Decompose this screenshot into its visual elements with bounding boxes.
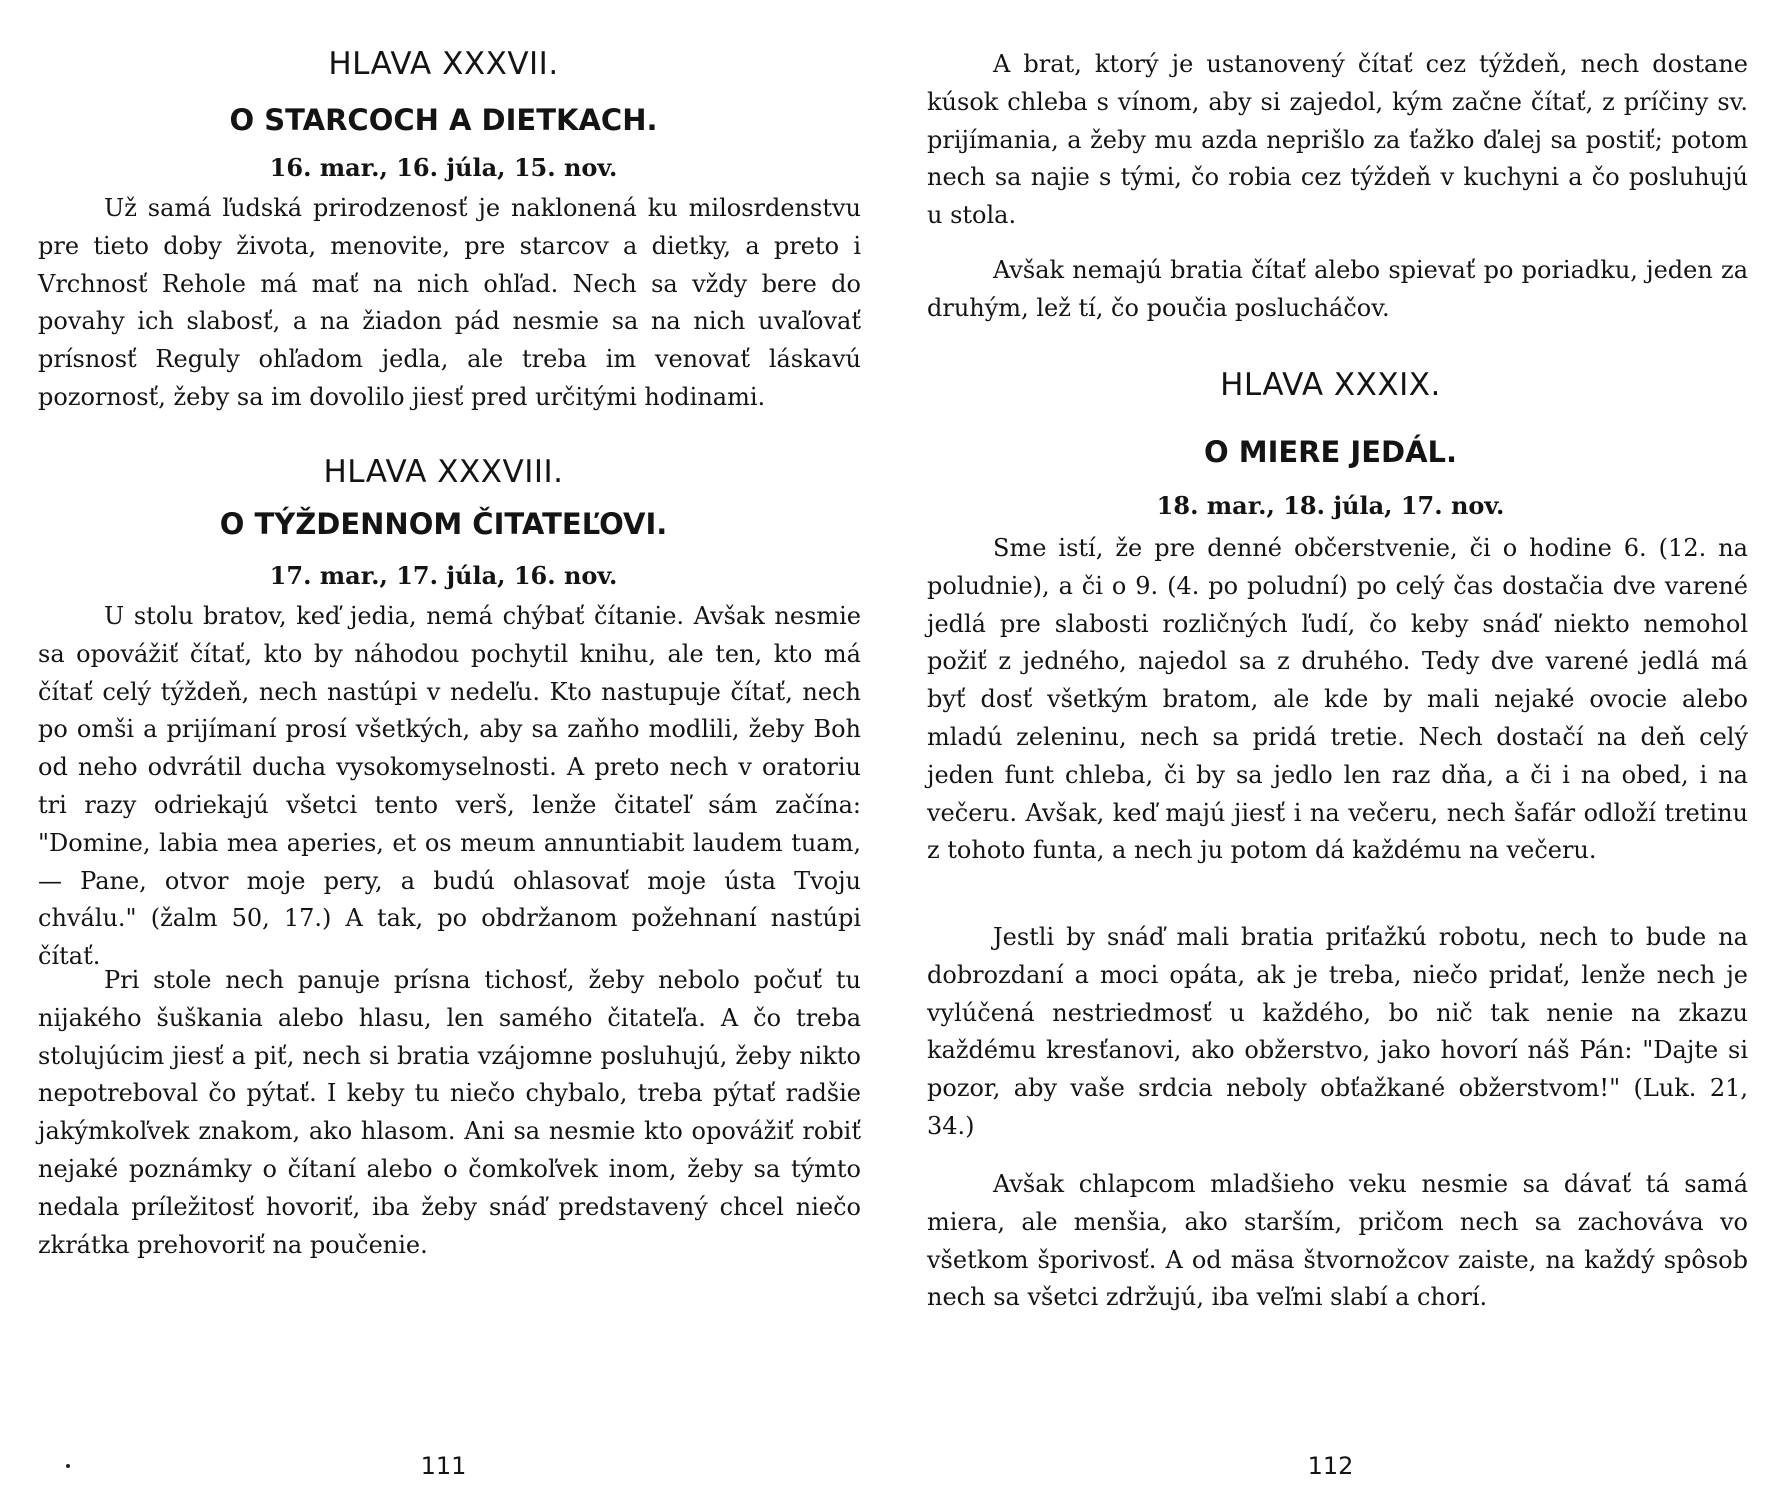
- print-speck: [66, 1464, 70, 1468]
- right-page: [887, 0, 1774, 1500]
- page-number-left: 111: [420, 1452, 467, 1480]
- chapter-39-paragraph-2: Jestli by snáď mali bratia priťažkú robotu, nech to bude na dobrozdaní a moci opáta, ak je treba, niečo pridať, lenže nech je vylúčená nestriedmosť u každého, bo nič tak nenie na zkazu každému kresťanovi, ako obžerstvo, jako hovorí náš Pán: "Dajte si pozor, aby vaše srdcia neboly obťažkané obžerstvom!" (Luk. 21, 34.): [927, 923, 1748, 1140]
- chapter-38-title: O TÝŽDENNOM ČITATEĽOVI.: [219, 507, 668, 541]
- chapter-39-heading: HLAVA XXXIX.: [1220, 367, 1441, 403]
- chapter-37-title: O STARCOCH A DIETKACH.: [229, 103, 658, 137]
- chapter-39-dates: 18. mar., 18. júla, 17. nov.: [1156, 491, 1505, 520]
- page-number-right: 112: [1307, 1452, 1354, 1480]
- chapter-38-continued-paragraph-1: A brat, ktorý je ustanovený čítať cez týždeň, nech dostane kúsok chleba s vínom, aby si zajedol, kým začne čítať, z príčiny sv. prijímania, a žeby mu azda neprišlo za ťažko ďalej sa postiť; potom nech sa najie s tými, čo robia cez týždeň v kuchyni a čo posluhujú u stola.: [927, 50, 1748, 230]
- chapter-39-title: O MIERE JEDÁL.: [1203, 435, 1458, 469]
- chapter-38-paragraph-2: Pri stole nech panuje prísna tichosť, žeby nebolo počuť tu nijakého šuškania alebo hlasu, len samého čitateľa. A čo treba stolujúcim jiesť a piť, nech si bratia vzájomne posluhujú, žeby nikto nepotreboval čo pýtať. I keby tu niečo chybalo, treba pýtať radšie jakýmkoľvek znakom, ako hlasom. Ani sa nesmie kto opovážiť robiť nejaké poznámky o čítaní alebo o čomkoľvek inom, žeby sa týmto nedala príležitosť hovoriť, iba žeby snáď predstavený chcel niečo zkrátka prehovoriť na poučenie.: [38, 966, 861, 1259]
- chapter-38-dates: 17. mar., 17. júla, 16. nov.: [269, 561, 618, 590]
- chapter-37-dates: 16. mar., 16. júla, 15. nov.: [269, 153, 618, 182]
- chapter-39-paragraph-3: Avšak chlapcom mladšieho veku nesmie sa dávať tá samá miera, ale menšia, ako starším, pričom nech sa zachováva vo všetkom šporivosť. A od mäsa štvornožcov zaiste, na každý spôsob nech sa všetci zdržujú, iba veľmi slabí a chorí.: [927, 1170, 1748, 1312]
- chapter-37-paragraph-1: Už samá ľudská prirodzenosť je naklonená ku milosrdenstvu pre tieto doby života, menovite, pre starcov a dietky, a preto i Vrchnosť Rehole má mať na nich ohľad. Nech sa vždy bere do povahy ich slabosť, a na žiadon pád nesmie sa na nich uvaľovať prísnosť Reguly ohľadom jedla, ale treba im venovať láskavú pozornosť, žeby sa im dovolilo jiesť pred určitými hodinami.: [38, 194, 861, 411]
- chapter-38-paragraph-1: U stolu bratov, keď jedia, nemá chýbať čítanie. Avšak nesmie sa opovážiť čítať, kto by náhodou pochytil knihu, ale ten, kto má čítať celý týždeň, nech nastúpi v nedeľu. Kto nastupuje čítať, nech po omši a prijímaní prosí všetkých, aby sa zaňho modlili, žeby Boh od neho odvrátil ducha vysokomyselnosti. A preto nech v oratoriu tri razy odriekajú všetci tento verš, lenže čitateľ sám začína: "Domine, labia mea aperies, et os meum annuntiabit laudem tuam, — Pane, otvor moje pery, a budú ohlasovať moje ústa Tvoju chválu." (žalm 50, 17.) A tak, po obdržanom požehnaní nastúpi čítať.: [38, 602, 861, 971]
- chapter-38-heading: HLAVA XXXVIII.: [323, 454, 564, 490]
- chapter-38-continued-paragraph-2: Avšak nemajú bratia čítať alebo spievať po poriadku, jeden za druhým, lež tí, čo poučia poslucháčov.: [927, 256, 1748, 322]
- chapter-37-heading: HLAVA XXXVII.: [328, 46, 559, 82]
- chapter-39-paragraph-1: Sme istí, že pre denné občerstvenie, či o hodine 6. (12. na poludnie), a či o 9. (4. po poludní) po celý čas dostačia dve varené jedlá pre slabosti rozličných ľudí, čo keby snáď niekto nemohol požiť z jedného, najedol sa z druhého. Tedy dve varené jedlá má byť dosť všetkým bratom, ale kde by mali nejaké ovocie alebo mladú zeleninu, nech sa pridá tretie. Nech dostačí na deň celý jeden funt chleba, či by sa jedlo len raz dňa, a či i na obed, i na večeru. Avšak, keď majú jiesť i na večeru, nech šafár odloží tretinu z tohoto funta, a nech ju potom dá každému na večeru.: [927, 534, 1748, 865]
